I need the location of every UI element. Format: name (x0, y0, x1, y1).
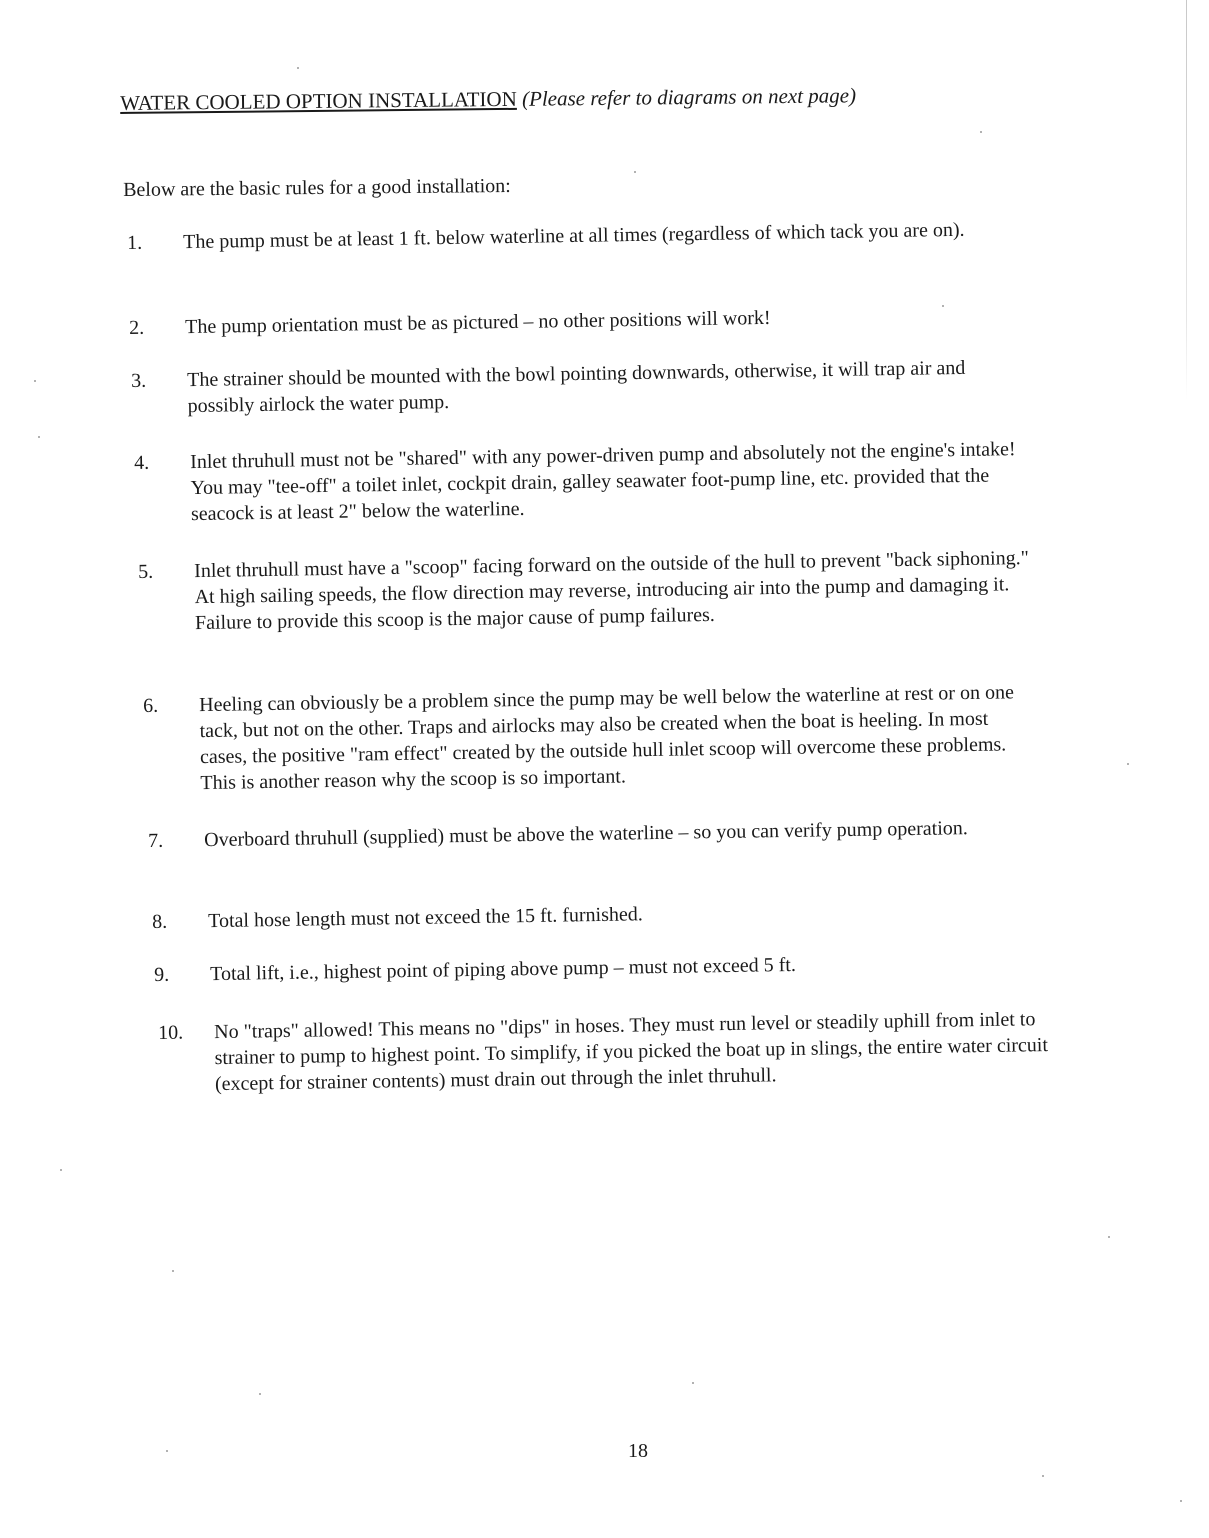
rule-number: 3. (131, 369, 147, 392)
rule-text: Heeling can obviously be a problem since the pump may be well below the waterline at rest or on one tack, but not on the other. Traps and airlocks may also be created when the boat is heeling. In most cases, the positive "ram effect" created by the outside hull inlet scoop will overcome these problems. This is another reason why the scoop is so important. (199, 681, 1015, 795)
rule-item (134, 436, 1016, 526)
heading-title: WATER COOLED OPTION INSTALLATION (120, 86, 517, 115)
rule-text: Total lift, i.e., highest point of piping above pump – must not exceed 5 ft. (210, 953, 797, 986)
scan-edge-line (1186, 0, 1187, 400)
rule-text: The pump orientation must be as pictured – no other positions will work! (185, 306, 771, 339)
scan-speck (634, 171, 636, 173)
scan-speck (980, 131, 982, 133)
rule-item (138, 545, 1029, 635)
scan-speck (1127, 763, 1129, 765)
rule-number: 6. (143, 694, 159, 717)
rule-number: 5. (138, 560, 154, 583)
scan-speck (259, 1393, 261, 1395)
scan-speck (1108, 1236, 1110, 1238)
scan-speck (1042, 1475, 1044, 1477)
rule-text: Inlet thruhull must have a "scoop" facing forward on the outside of the hull to prevent "back siphoning." At high sailing speeds, the flow direction may reverse, introducing air into the pump and damaging it. Failure to provide this scoop is the major cause of pump failures. (194, 547, 1029, 635)
scan-speck (38, 436, 40, 438)
rule-number: 9. (154, 963, 170, 986)
rule-number: 1. (127, 231, 143, 254)
scan-speck (297, 67, 299, 69)
scan-speck (60, 1169, 62, 1171)
heading-note: (Please refer to diagrams on next page) (521, 83, 857, 111)
rule-text: Overboard thruhull (supplied) must be above the waterline – so you can verify pump operation. (204, 817, 968, 852)
rule-item (158, 1006, 1049, 1096)
rule-item (129, 301, 1009, 339)
rule-text: Total hose length must not exceed the 15 ft. furnished. (208, 903, 643, 933)
rule-item (152, 895, 1032, 933)
rule-item (154, 948, 1034, 986)
rule-text: The pump must be at least 1 ft. below waterline at all times (regardless of which tack you are on). (183, 218, 965, 254)
rule-item (148, 814, 1028, 852)
rule-item (143, 679, 1023, 795)
rule-item (127, 216, 1007, 254)
rule-text: The strainer should be mounted with the bowl pointing downwards, otherwise, it will trap air and possibly airlock the water pump. (187, 356, 966, 418)
rule-number: 10. (158, 1021, 184, 1044)
rule-item (131, 354, 1011, 418)
scan-speck (172, 1270, 174, 1272)
scan-speck (942, 305, 944, 307)
page-number: 18 (628, 1440, 648, 1462)
section-heading (120, 82, 856, 116)
scan-speck (692, 1382, 694, 1384)
intro-text: Below are the basic rules for a good installation: (123, 174, 511, 201)
rule-number: 4. (134, 451, 150, 474)
rule-number: 8. (152, 910, 168, 933)
scan-speck (166, 1450, 168, 1452)
rule-number: 2. (129, 316, 145, 339)
scan-speck (34, 380, 36, 382)
rule-text: No "traps" allowed! This means no "dips" in hoses. They must run level or steadily uphill from inlet to strainer to pump to highest point. To simplify, if you picked the boat up in slings, the entire water circuit (except for strainer contents) must drain out through the inlet thruhull. (214, 1008, 1049, 1096)
rule-text: Inlet thruhull must not be "shared" with any power-driven pump and absolutely not the engine's intake! You may "tee-off" a toilet inlet, cockpit drain, galley seawater foot-pump line, etc. provided that the seacock is at least 2" below the waterline. (190, 438, 1016, 526)
rule-number: 7. (148, 829, 164, 852)
scan-speck (1180, 1500, 1182, 1502)
